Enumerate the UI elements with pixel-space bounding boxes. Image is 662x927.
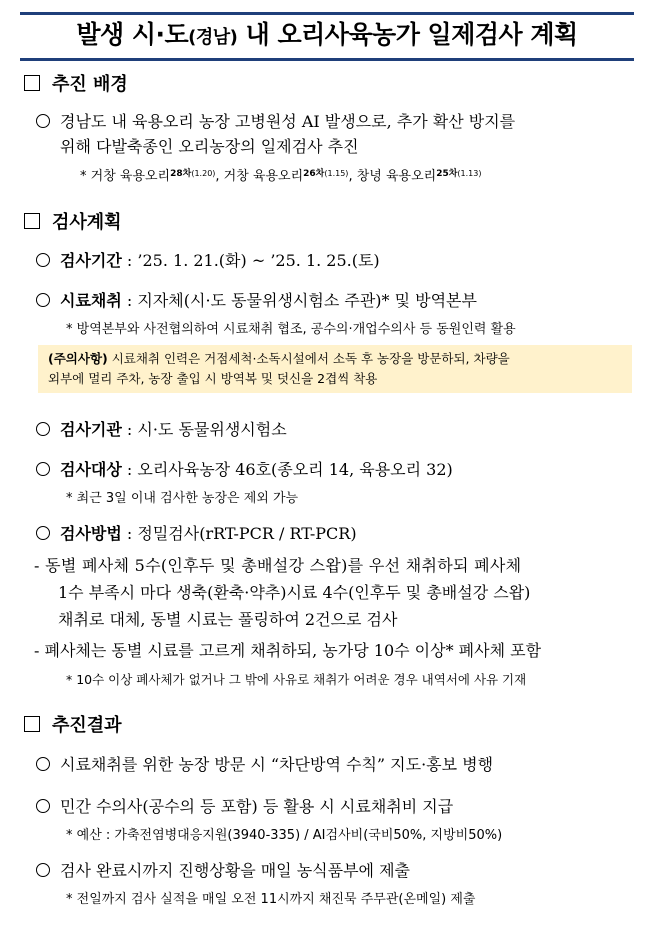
square-bullet-icon xyxy=(24,213,40,229)
background-footnote: * 거창 육용오리$^{28차(1.20)}$, 거창 육용오리$^{26차(1.15)}$, 창녕 육용오리$^{25차(1.13)}$ xyxy=(80,169,482,184)
circle-bullet-icon xyxy=(36,422,50,436)
title-rest: 내 오리사육농가 일제검사 계획 xyxy=(245,20,578,49)
method-dash-1-line-2: 1수 부족시 마다 생축(환축·약추)시료 4수(인후두 및 총배설강 스왑) xyxy=(58,583,531,602)
plan-agency: 검사기관 : 시·도 동물위생시험소 xyxy=(36,417,287,440)
square-bullet-icon xyxy=(24,716,40,732)
circle-bullet-icon xyxy=(36,526,50,540)
section-heading-text: 추진 배경 xyxy=(52,74,128,95)
plan-period: 검사기간 : ’25. 1. 21.(화) ~ ’25. 1. 25.(토) xyxy=(36,248,380,271)
sampling-footnote: * 방역본부와 사전협의하여 시료채취 협조, 공수의·개업수의사 등 동원인력 활용 xyxy=(66,322,516,337)
result-item-3-footnote: * 전일까지 검사 실적을 매일 오전 11시까지 채진묵 주무관(온메일) 제출 xyxy=(66,892,476,907)
title-paren: (경남) xyxy=(188,27,238,48)
plan-method: 검사방법 : 정밀검사(rRT-PCR / RT-PCR) xyxy=(36,521,357,544)
method-dash-1-line-3: 채취로 대체, 동별 시료는 풀링하여 2건으로 검사 xyxy=(58,610,398,629)
result-item-2-footnote: * 예산 : 가축전염병대응지원(3940-335) / AI검사비(국비50%, 지방비50%) xyxy=(66,828,503,843)
circle-bullet-icon xyxy=(36,462,50,476)
plan-sampling: 시료채취 : 지자체(시·도 동물위생시험소 주관)* 및 방역본부 xyxy=(36,288,477,311)
page-title xyxy=(20,15,634,58)
section-heading-result xyxy=(24,711,122,737)
circle-bullet-icon xyxy=(36,114,50,128)
circle-bullet-icon xyxy=(36,757,50,771)
result-item-2: 민간 수의사(공수의 등 포함) 등 활용 시 시료채취비 지급 xyxy=(36,794,453,817)
title-block xyxy=(20,12,634,61)
title-bottom-rule xyxy=(20,58,634,61)
square-bullet-icon xyxy=(24,75,40,91)
circle-bullet-icon xyxy=(36,799,50,813)
result-item-1: 시료채취를 위한 농장 방문 시 “차단방역 수칙” 지도·홍보 병행 xyxy=(36,752,493,775)
section-heading-background xyxy=(24,70,128,96)
background-item-1-line-2: 위해 다발축종인 오리농장의 일제검사 추진 xyxy=(60,137,359,156)
method-dash-2: - 폐사체는 동별 시료를 고르게 채취하되, 농가당 10수 이상* 폐사체 포함 xyxy=(34,641,542,660)
caution-note: (주의사항) 시료채취 인력은 거점세척·소독시설에서 소독 후 농장을 방문하되, 차량을 외부에 멀리 주차, 농장 출입 시 방역복 및 덧신을 2겹씩 착용 xyxy=(38,345,632,393)
result-item-3: 검사 완료시까지 진행상황을 매일 농식품부에 제출 xyxy=(36,858,410,881)
circle-bullet-icon xyxy=(36,863,50,877)
section-heading-text: 추진결과 xyxy=(52,715,122,736)
circle-bullet-icon xyxy=(36,293,50,307)
section-heading-text: 검사계획 xyxy=(52,212,122,233)
plan-target: 검사대상 : 오리사육농장 46호(종오리 14, 육용오리 32) xyxy=(36,457,453,480)
method-dash-1-line-1: - 동별 폐사체 5수(인후두 및 총배설강 스왑)를 우선 채취하되 폐사체 xyxy=(34,556,522,575)
background-item-1-line-1: 경남도 내 육용오리 농장 고병원성 AI 발생으로, 추가 확산 방지를 xyxy=(36,109,515,132)
title-main: 발생 시·도 xyxy=(76,20,189,49)
section-heading-plan xyxy=(24,208,122,234)
circle-bullet-icon xyxy=(36,253,50,267)
method-footnote: * 10수 이상 폐사체가 없거나 그 밖에 사유로 채취가 어려운 경우 내역서에 사유 기재 xyxy=(66,672,527,687)
target-footnote: * 최근 3일 이내 검사한 농장은 제외 가능 xyxy=(66,491,299,506)
